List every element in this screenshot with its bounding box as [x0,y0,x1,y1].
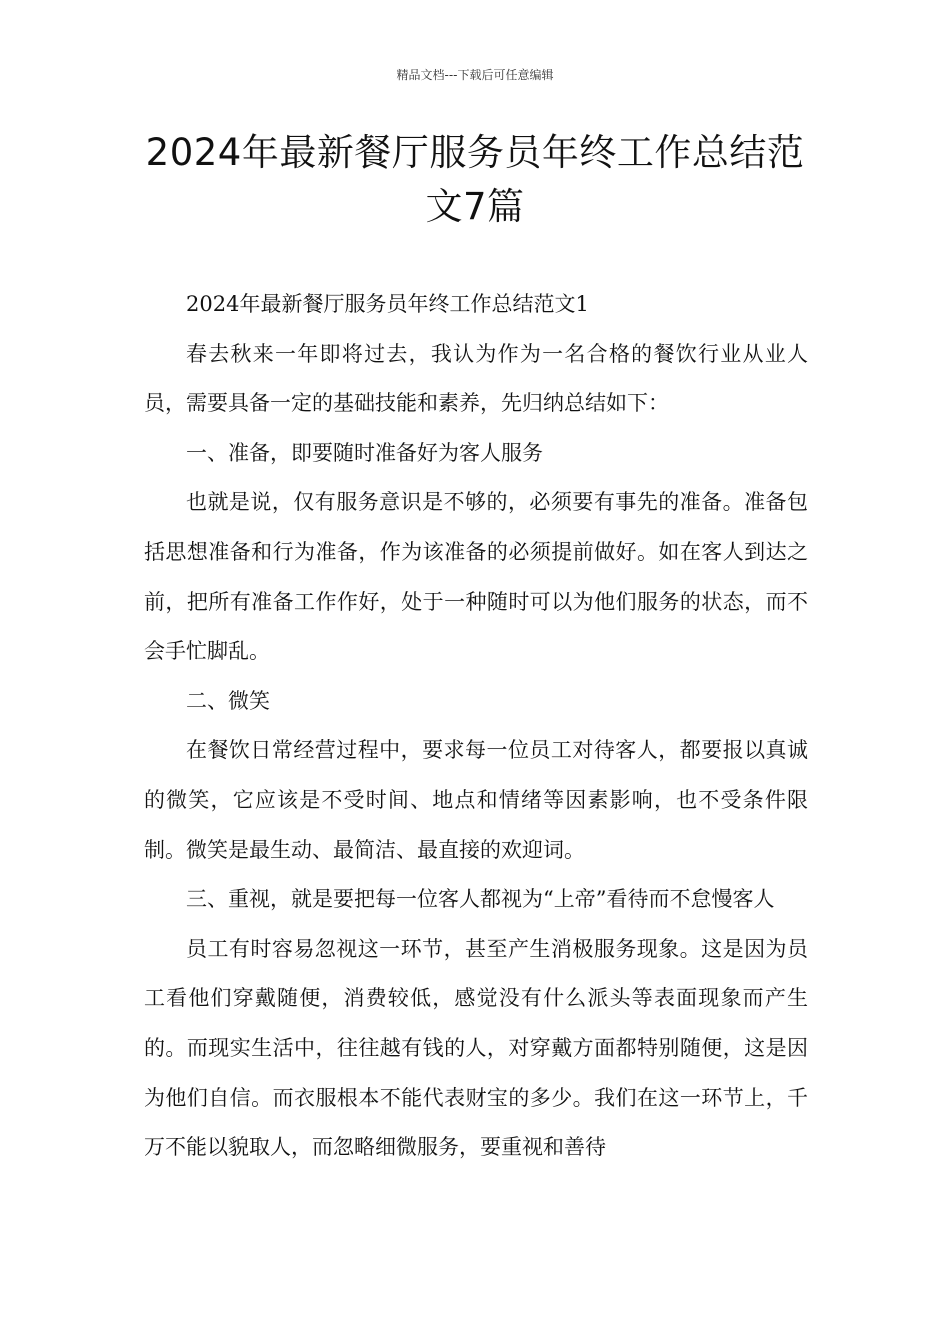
section-heading: 二、微笑 [186,688,270,713]
section-heading: 2024年最新餐厅服务员年终工作总结范文1 [186,292,589,316]
body-paragraph: 也就是说，仅有服务意识是不够的，必须要有事先的准备。准备包括思想准备和行为准备，作为该准备的必须提前做好。如在客人到达之前，把所有准备工作作好，处于一种随时可以为他们服务的状态，而不会手忙脚乱。 [144,490,808,664]
section-heading: 一、准备，即要随时准备好为客人服务 [186,440,543,465]
body-paragraph: 员工有时容易忽视这一环节，甚至产生消极服务现象。这是因为员工看他们穿戴随便，消费较低，感觉没有什么派头等表面现象而产生的。而现实生活中，往往越有钱的人，对穿戴方面都特别随便，这是因为他们自信。而衣服根本不能代表财宝的多少。我们在这一环节上，千万不能以貌取人，而忽略细微服务，要重视和善待 [144,936,808,1160]
body-paragraph: 在餐饮日常经营过程中，要求每一位员工对待客人，都要报以真诚的微笑，它应该是不受时间、地点和情绪等因素影响，也不受条件限制。微笑是最生动、最简洁、最直接的欢迎词。 [144,738,808,862]
document-title: 2024年最新餐厅服务员年终工作总结范文7篇 [145,131,805,228]
header-note: 精品文档---下载后可任意编辑 [396,68,554,82]
section-heading: 三、重视，就是要把每一位客人都视为“上帝”看待而不怠慢客人 [186,887,775,912]
document-body [144,280,808,1173]
body-paragraph: 春去秋来一年即将过去，我认为作为一名合格的餐饮行业从业人员，需要具备一定的基础技能和素养，先归纳总结如下： [144,341,808,416]
